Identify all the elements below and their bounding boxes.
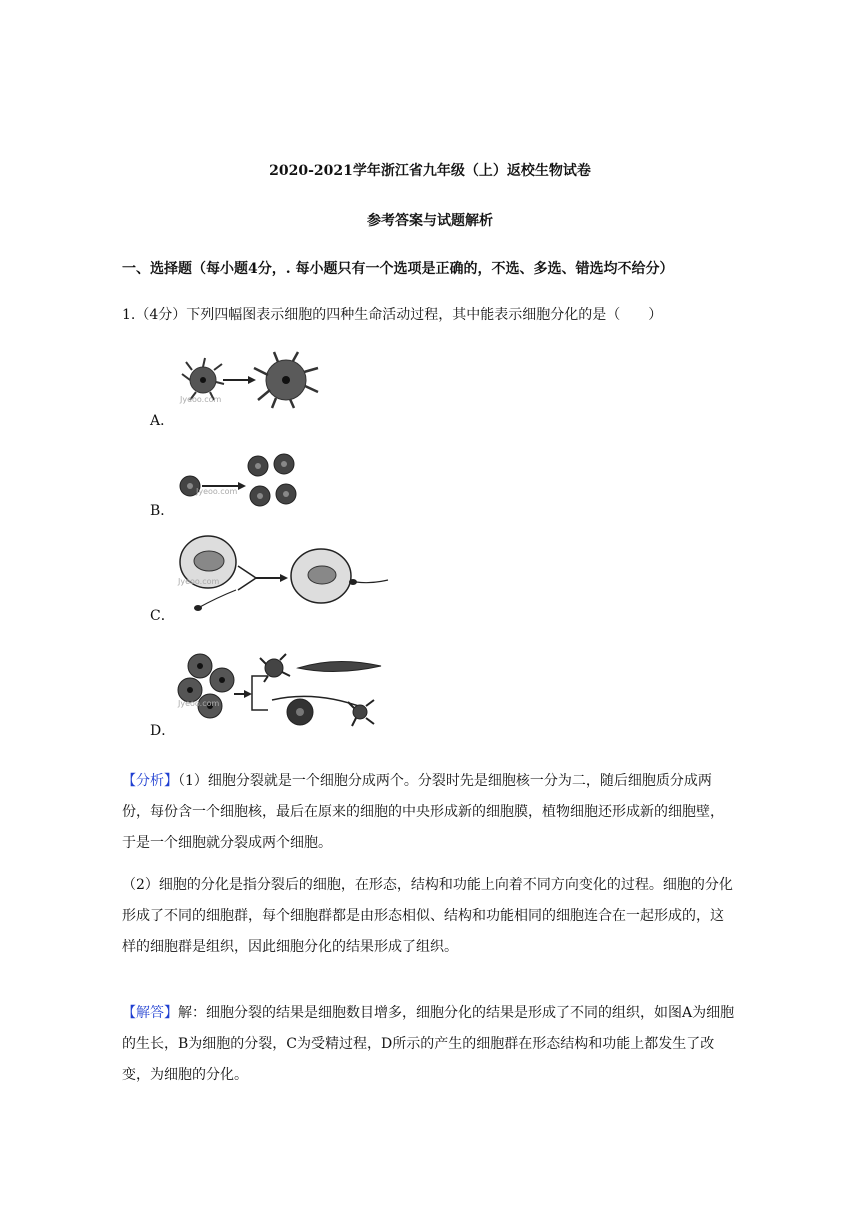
question-stem: 1.（4分）下列四幅图表示细胞的四种生命活动过程，其中能表示细胞分化的是（ ） bbox=[122, 307, 663, 323]
figure-c-fertilization bbox=[176, 532, 391, 614]
analysis-paragraph-2 bbox=[122, 870, 736, 963]
figure-a-cell-growth bbox=[178, 350, 323, 410]
option-b-label: B． bbox=[150, 503, 175, 519]
answer-paragraph bbox=[122, 998, 736, 1091]
analysis-tag: 【分析】 bbox=[122, 773, 178, 789]
watermark: Jyeoo.com bbox=[178, 699, 220, 708]
option-c-label: C． bbox=[150, 608, 175, 624]
document-subtitle: 参考答案与试题解析 bbox=[367, 213, 493, 229]
document-title: 2020-2021学年浙江省九年级（上）返校生物试卷 bbox=[269, 163, 591, 179]
answer-tag: 【解答】 bbox=[122, 1005, 178, 1021]
option-a-label: A． bbox=[150, 413, 175, 429]
analysis-text-2: （2）细胞的分化是指分裂后的细胞，在形态，结构和功能上向着不同方向变化的过程。细胞的分化形成了不同的细胞群，每个细胞群都是由形态相似、结构和功能相同的细胞连合在一起形成的，这样的细胞群是组织，因此细胞分化的结果形成了组织。 bbox=[122, 877, 733, 955]
watermark: Jyeoo.com bbox=[180, 395, 222, 404]
answer-text: 解：细胞分裂的结果是细胞数目增多，细胞分化的结果是形成了不同的组织，如图A为细胞的生长，B为细胞的分裂，C为受精过程，D所示的产生的细胞群在形态结构和功能上都发生了改变，为细胞的分化。 bbox=[122, 1005, 735, 1083]
analysis-paragraph-1 bbox=[122, 766, 736, 859]
watermark: Jyeoo.com bbox=[178, 577, 220, 586]
figure-b-cell-division bbox=[176, 450, 306, 515]
section-heading: 一、选择题（每小题4分，. 每小题只有一个选项是正确的，不选、多选、错选均不给分） bbox=[122, 261, 674, 277]
watermark: Jyeoo.com bbox=[196, 487, 238, 496]
analysis-text-1: （1）细胞分裂就是一个细胞分成两个。分裂时先是细胞核一分为二，随后细胞质分成两份，每份含一个细胞核，最后在原来的细胞的中央形成新的细胞膜，植物细胞还形成新的细胞壁，于是一个细胞就分裂成两个细胞。 bbox=[122, 773, 724, 851]
option-d-label: D． bbox=[150, 723, 176, 739]
figure-d-cell-differentiation bbox=[176, 650, 386, 732]
